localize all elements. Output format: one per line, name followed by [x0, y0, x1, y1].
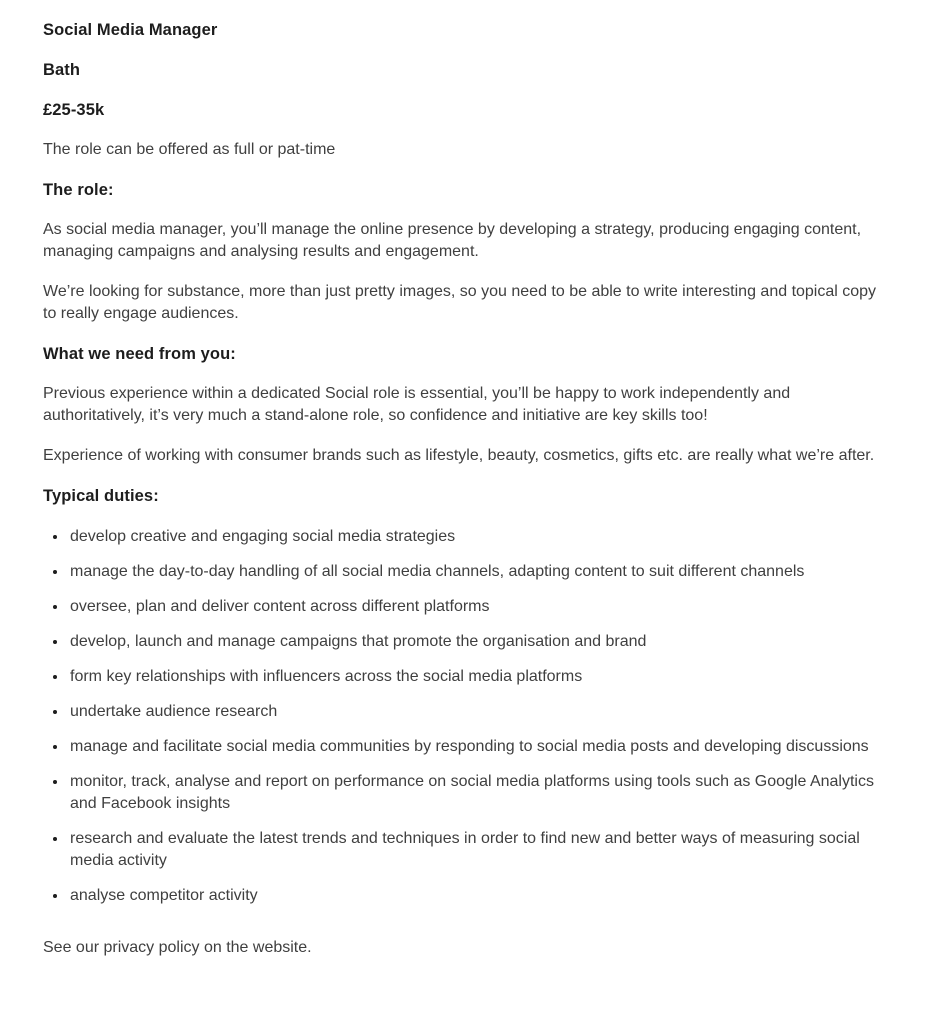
duty-item: • manage the day-to-day handling of all social media channels, adapting content to suit different channels: [68, 560, 879, 583]
duties-list: [43, 525, 879, 907]
duty-item: • monitor, track, analyse and report on performance on social media platforms using tools such as Google Analytics and Facebook insights: [68, 770, 879, 815]
job-location: Bath: [43, 61, 81, 79]
duty-item: • develop, launch and manage campaigns that promote the organisation and brand: [68, 630, 879, 653]
job-title: Social Media Manager: [43, 21, 218, 39]
duty-item: • analyse competitor activity: [68, 884, 879, 907]
duty-item: • develop creative and engaging social media strategies: [68, 525, 879, 548]
job-salary: £25-35k: [43, 101, 105, 119]
duty-item: • form key relationships with influencers across the social media platforms: [68, 665, 879, 688]
section-heading-duties: Typical duties:: [43, 487, 159, 505]
privacy-policy-note: See our privacy policy on the website.: [43, 939, 312, 956]
section-heading-role: The role:: [43, 181, 114, 199]
duty-item: • oversee, plan and deliver content across different platforms: [68, 595, 879, 618]
availability-note: The role can be offered as full or pat-time: [43, 141, 336, 158]
duty-item: • manage and facilitate social media communities by responding to social media posts and developing discussions: [68, 735, 879, 758]
requirements-paragraph: Experience of working with consumer brands such as lifestyle, beauty, cosmetics, gifts etc. are really what we’re after.: [43, 447, 875, 464]
duty-item: • research and evaluate the latest trends and techniques in order to find new and better ways of measuring social media activity: [68, 827, 879, 872]
requirements-paragraph: Previous experience within a dedicated Social role is essential, you’ll be happy to work independently and authoritatively, it’s very much a stand-alone role, so confidence and initiative are key skills too!: [43, 385, 791, 424]
duty-item: • undertake audience research: [68, 700, 879, 723]
role-paragraph: We’re looking for substance, more than just pretty images, so you need to be able to write interesting and topical copy to really engage audiences.: [43, 283, 877, 322]
role-paragraph: As social media manager, you’ll manage the online presence by developing a strategy, producing engaging content, managing campaigns and analysing results and engagement.: [43, 221, 862, 260]
section-heading-requirements: What we need from you:: [43, 345, 236, 363]
